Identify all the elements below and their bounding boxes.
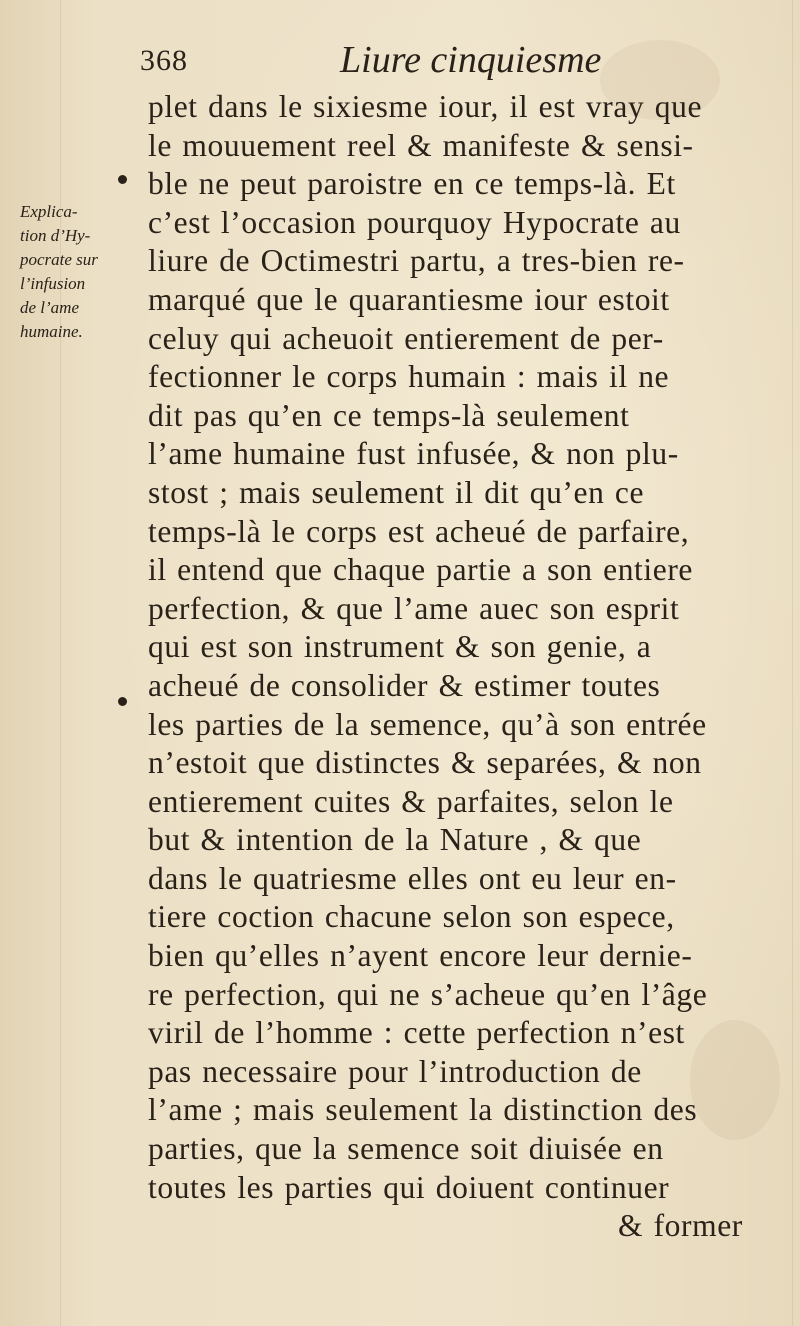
- text-line: viril de l’homme : cette perfection n’est: [148, 1015, 685, 1051]
- text-line: but & intention de la Nature , & que: [148, 822, 642, 858]
- margin-note-line: pocrate sur: [20, 250, 98, 269]
- text-line: parties, que la semence soit diuisée en: [148, 1131, 664, 1167]
- text-line: entierement cuites & parfaites, selon le: [148, 783, 674, 819]
- text-line: acheué de consolider & estimer toutes: [148, 667, 661, 703]
- body-text: [148, 88, 778, 1246]
- text-line: n’estoit que distinctes & separées, & non: [148, 745, 702, 781]
- text-line: temps-là le corps est acheué de parfaire,: [148, 513, 690, 549]
- text-line: dit pas qu’en ce temps-là seulement: [148, 397, 630, 433]
- margin-note-line: tion d’Hy-: [20, 226, 91, 245]
- text-line: ble ne peut paroistre en ce temps-là. Et: [148, 166, 676, 202]
- text-line: les parties de la semence, qu’à son entrée: [148, 706, 707, 742]
- margin-bullet-icon: [118, 175, 127, 184]
- text-line: marqué que le quarantiesme iour estoit: [148, 281, 670, 317]
- text-line: il entend que chaque partie a son entiere: [148, 552, 693, 588]
- margin-note-line: l’infusion: [20, 274, 86, 293]
- text-line: pas necessaire pour l’introduction de: [148, 1053, 642, 1089]
- paper-edge: [792, 0, 793, 1326]
- text-line: tiere coction chacune selon son espece,: [148, 899, 675, 935]
- text-line: l’ame ; mais seulement la distinction des: [148, 1092, 698, 1128]
- text-line: stost ; mais seulement il dit qu’en ce: [148, 474, 645, 510]
- margin-bullet-icon: [118, 697, 127, 706]
- text-line: fectionner le corps humain : mais il ne: [148, 359, 670, 395]
- text-line: qui est son instrument & son genie, a: [148, 629, 652, 665]
- text-line: plet dans le sixiesme iour, il est vray que: [148, 89, 703, 124]
- margin-note-line: de l’ame: [20, 298, 80, 317]
- text-line: re perfection, qui ne s’acheue qu’en l’âge: [148, 976, 708, 1012]
- text-line: perfection, & que l’ame auec son esprit: [148, 590, 680, 626]
- paper-crease: [60, 0, 61, 1326]
- page-number: 368: [140, 44, 188, 77]
- text-line: l’ame humaine fust infusée, & non plu-: [148, 436, 679, 472]
- text-line: liure de Octimestri partu, a tres-bien re-: [148, 243, 685, 279]
- text-line: le mouuement reel & manifeste & sensi-: [148, 127, 694, 163]
- page-header: [140, 38, 760, 88]
- running-title: Liure cinquiesme: [340, 39, 602, 81]
- text-line: celuy qui acheuoit entierement de per-: [148, 320, 664, 356]
- text-line: dans le quatriesme elles ont eu leur en-: [148, 860, 677, 896]
- margin-note-line: humaine.: [20, 322, 83, 341]
- text-line: toutes les parties qui doiuent continuer: [148, 1169, 670, 1205]
- catchword: & former: [618, 1208, 743, 1244]
- margin-note: [20, 200, 140, 344]
- text-line: bien qu’elles n’ayent encore leur dernie-: [148, 938, 693, 974]
- margin-note-line: Explica-: [20, 202, 78, 221]
- text-line: c’est l’occasion pourquoy Hypocrate au: [148, 204, 681, 240]
